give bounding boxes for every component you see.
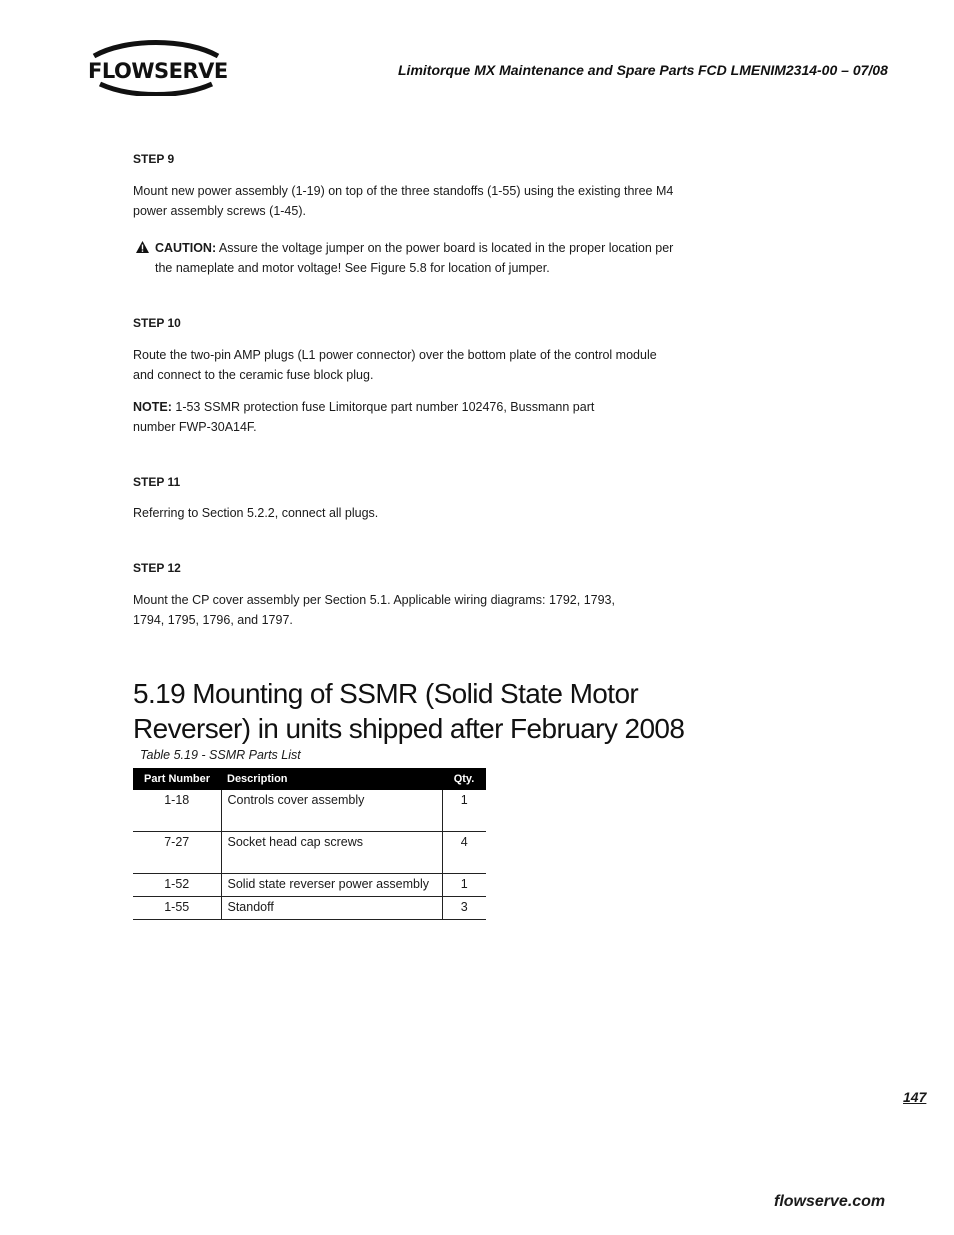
description-cell: Solid state reverser power assembly [221,874,442,897]
description-cell: Controls cover assembly [221,790,442,832]
table-header-row [133,768,486,790]
part-number-cell: 1-18 [133,790,221,832]
part-number-cell: 7-27 [133,832,221,874]
step-9-label: STEP 9 [133,152,175,166]
qty-cell: 1 [442,874,486,897]
step-10-note [133,397,638,437]
qty-cell: 4 [442,832,486,874]
description-cell: Socket head cap screws [221,832,442,874]
document-code: FCD LMENIM2314-00 – 07/08 [698,62,888,78]
website-link[interactable]: flowserve.com [774,1193,886,1210]
table-caption: Table 5.19 - SSMR Parts List [140,748,301,762]
warning-triangle-icon [136,241,149,253]
step-11-text: Referring to Section 5.2.2, connect all plugs. [133,506,379,520]
flowserve-logo [86,40,226,96]
note-text: 1-53 SSMR protection fuse Limitorque part number 102476, Bussmann part number FWP-30A14F. [133,400,595,434]
table-row [133,832,486,874]
step-12-text: Mount the CP cover assembly per Section 5.1. Applicable wiring diagrams: 1792, 1793, 1794, 1795, 1796, and 1797. [133,593,615,627]
ssmr-parts-table [133,768,486,920]
table-row [133,897,486,920]
part-number-cell: 1-52 [133,874,221,897]
step-12-label: STEP 12 [133,561,181,575]
caution-text: Assure the voltage jumper on the power board is located in the proper location per the nameplate and motor voltage! See Figure 5.8 for location of jumper. [155,241,674,275]
header-qty: Qty. [442,768,486,790]
page-number: 147 [903,1089,927,1105]
caution-note [133,238,675,278]
qty-cell: 3 [442,897,486,920]
table-row [133,874,486,897]
header-part-number: Part Number [133,768,221,790]
step-10-label: STEP 10 [133,316,181,330]
document-title: Limitorque MX Maintenance and Spare Parts [398,62,695,78]
step-9-text: Mount new power assembly (1-19) on top of the three standoffs (1-55) using the existing three M4 power assembly screws (1-45). [133,184,674,218]
step-10-text: Route the two-pin AMP plugs (L1 power connector) over the bottom plate of the control module and connect to the ceramic fuse block plug. [133,348,657,382]
section-heading: 5.19 Mounting of SSMR (Solid State Motor Reverser) in units shipped after February 2008 [133,678,685,744]
table-row [133,790,486,832]
step-11-label: STEP 11 [133,475,181,489]
description-cell: Standoff [221,897,442,920]
caution-label: CAUTION: [155,241,217,255]
note-label: NOTE: [133,400,172,414]
qty-cell: 1 [442,790,486,832]
header-description: Description [221,768,442,790]
logo-wordmark: FLOWSERVE [88,59,228,83]
part-number-cell: 1-55 [133,897,221,920]
